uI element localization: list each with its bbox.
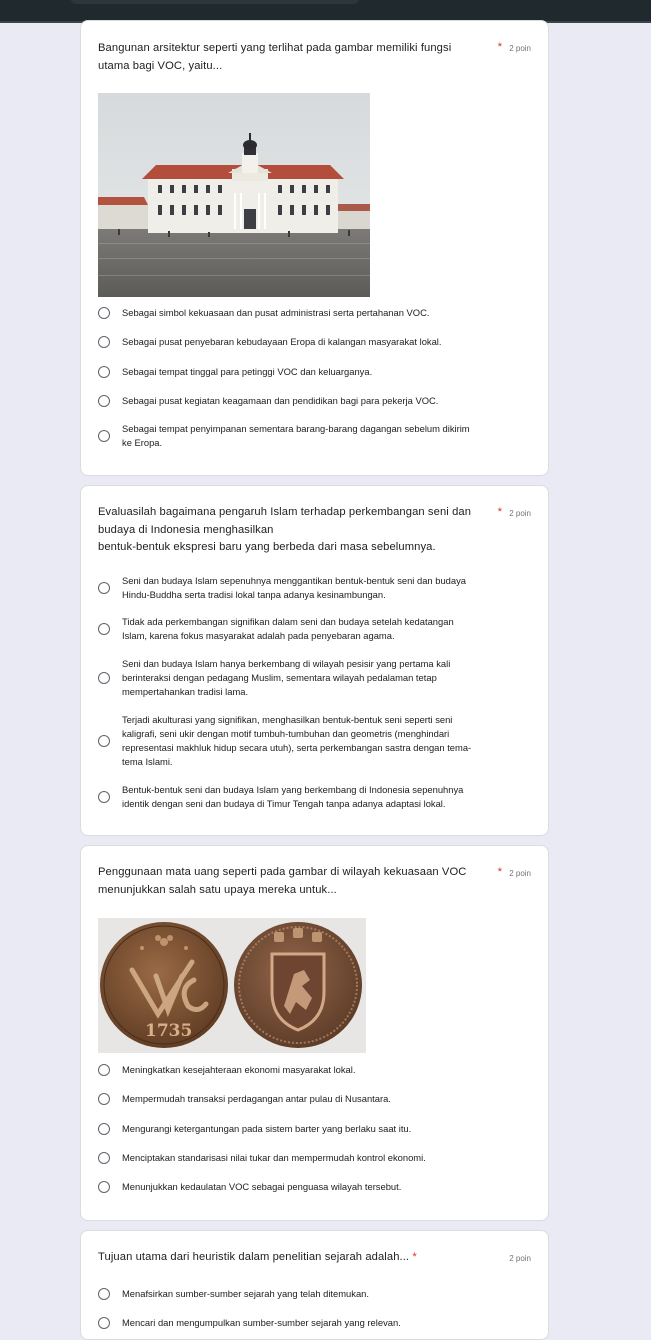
- radio-button[interactable]: [98, 623, 110, 635]
- option-label-line: Menunjukkan kedaulatan VOC sebagai penguasa wilayah tersebut.: [122, 1181, 402, 1192]
- radio-button[interactable]: [98, 1093, 110, 1105]
- question-card-1: [80, 20, 549, 476]
- radio-button[interactable]: [98, 1064, 110, 1076]
- points-label: 2 poin: [509, 869, 531, 878]
- question-title-line: bentuk-bentuk ekspresi baru yang berbeda dari masa sebelumnya.: [98, 541, 436, 553]
- radio-button[interactable]: [98, 1317, 110, 1329]
- points-label: 2 poin: [509, 509, 531, 518]
- option-label: [122, 615, 532, 643]
- points-label: 2 poin: [509, 1254, 531, 1263]
- option-label-line: Tidak ada perkembangan signifikan dalam seni dan budaya setelah kedatangan: [122, 616, 454, 627]
- option-label-line: Meningkatkan kesejahteraan ekonomi masyarakat lokal.: [122, 1064, 356, 1075]
- option-label-line: mempertahankan tradisi lama.: [122, 686, 249, 697]
- question-title-line: Bangunan arsitektur seperti yang terlihat pada gambar memiliki fungsi: [98, 42, 452, 54]
- radio-button[interactable]: [98, 366, 110, 378]
- question-title-line: Penggunaan mata uang seperti pada gambar di wilayah kekuasaan VOC: [98, 866, 467, 878]
- option-label-line: Terjadi akulturasi yang signifikan, menghasilkan bentuk-bentuk seni seperti seni: [122, 714, 453, 725]
- coin-year: 1735: [145, 1021, 193, 1041]
- option-label: [122, 1180, 532, 1194]
- required-asterisk: *: [497, 41, 502, 53]
- option-label-line: Mencari dan mengumpulkan sumber-sumber sejarah yang relevan.: [122, 1317, 401, 1328]
- question-title-text: Tujuan utama dari heuristik dalam penelitian sejarah adalah...: [98, 1251, 410, 1263]
- required-asterisk: *: [412, 1251, 417, 1263]
- option-label-line: ke Eropa.: [122, 437, 163, 448]
- question-title-line: utama bagi VOC, yaitu...: [98, 59, 223, 72]
- option-label-line: Bentuk-bentuk seni dan budaya Islam yang berkembang di Indonesia sepenuhnya: [122, 784, 464, 795]
- radio-button[interactable]: [98, 791, 110, 803]
- question-card-4: [80, 1230, 549, 1340]
- option-label-line: Sebagai tempat tinggal para petinggi VOC dan keluarganya.: [122, 366, 373, 377]
- question-title: [98, 864, 478, 899]
- question-title-line: Evaluasilah bagaimana pengaruh Islam terhadap perkembangan seni dan: [98, 506, 472, 518]
- radio-button[interactable]: [98, 336, 110, 348]
- option-label-line: identik dengan seni dan budaya di Timur Tengah tanpa adanya adaptasi lokal.: [122, 798, 446, 809]
- option-label-line: Menafsirkan sumber-sumber sejarah yang telah ditemukan.: [122, 1288, 369, 1299]
- option-label-line: berinteraksi dengan pedagang Muslim, sementara wilayah pedalaman tetap: [122, 672, 437, 683]
- question-title: [98, 40, 478, 75]
- option-label: [122, 1316, 532, 1330]
- radio-button[interactable]: [98, 395, 110, 407]
- option-label: [122, 1151, 532, 1165]
- option-label-line: Sebagai simbol kekuasaan dan pusat administrasi serta pertahanan VOC.: [122, 307, 430, 318]
- radio-button[interactable]: [98, 735, 110, 747]
- question-header: [81, 846, 548, 899]
- option-label-line: Mempermudah transaksi perdagangan antar pulau di Nusantara.: [122, 1093, 391, 1104]
- radio-button[interactable]: [98, 1288, 110, 1300]
- option-label-line: kaligrafi, seni ukir dengan motif tumbuh-tumbuhan dan geometris (menghindari: [122, 728, 450, 739]
- points-label: 2 poin: [509, 44, 531, 53]
- option-label-line: Sebagai pusat penyebaran kebudayaan Eropa di kalangan masyarakat lokal.: [122, 336, 442, 347]
- question-image-building: [98, 93, 370, 297]
- question-title: [98, 504, 518, 557]
- option-label: [122, 713, 532, 769]
- radio-button[interactable]: [98, 1123, 110, 1135]
- radio-button[interactable]: [98, 582, 110, 594]
- option-label: [122, 1287, 532, 1301]
- question-header: [81, 21, 548, 75]
- option-label-line: Seni dan budaya Islam sepenuhnya menggantikan bentuk-bentuk seni dan budaya: [122, 575, 467, 586]
- option-label-line: Menciptakan standarisasi nilai tukar dan mempermudah kontrol ekonomi.: [122, 1152, 426, 1163]
- question-image-coins: [98, 918, 366, 1053]
- option-label-line: tema Islami.: [122, 756, 173, 767]
- option-label-line: Islam, karena fokus masyarakat adalah pada penyebaran agama.: [122, 630, 395, 641]
- option-label-line: representasi makhluk hidup secara utuh), serta perkembangan sastra dengan tema-: [122, 742, 472, 753]
- option-label: [122, 422, 532, 450]
- option-label: [122, 1092, 532, 1106]
- question-title-line: menunjukkan salah satu upaya mereka untuk...: [98, 883, 337, 896]
- option-label: [122, 394, 532, 408]
- radio-button[interactable]: [98, 672, 110, 684]
- option-label-line: Sebagai tempat penyimpanan sementara barang-barang dagangan sebelum dikirim: [122, 423, 470, 434]
- option-label-line: Sebagai pusat kegiatan keagamaan dan pendidikan bagi para pekerja VOC.: [122, 395, 439, 406]
- option-label: [122, 1122, 532, 1136]
- radio-button[interactable]: [98, 307, 110, 319]
- radio-button[interactable]: [98, 430, 110, 442]
- option-label: [122, 306, 532, 320]
- search-bar-edge: [70, 0, 360, 4]
- option-label: [122, 783, 532, 811]
- radio-button[interactable]: [98, 1152, 110, 1164]
- question-card-2: [80, 485, 549, 836]
- question-title: [98, 1249, 518, 1267]
- radio-button[interactable]: [98, 1181, 110, 1193]
- option-label: [122, 1063, 532, 1077]
- required-asterisk: *: [497, 866, 502, 878]
- option-label: [122, 365, 532, 379]
- question-header: [81, 1231, 548, 1267]
- option-label-line: Hindu-Buddha serta tradisi lokal tanpa adanya kesinambungan.: [122, 589, 386, 600]
- option-label-line: Seni dan budaya Islam hanya berkembang di wilayah pesisir yang pertama kali: [122, 658, 451, 669]
- option-label: [122, 657, 532, 699]
- question-title-line: budaya di Indonesia menghasilkan: [98, 523, 274, 536]
- question-header: [81, 486, 548, 557]
- option-label: [122, 574, 532, 602]
- required-asterisk: *: [497, 506, 502, 518]
- option-label-line: Mengurangi ketergantungan pada sistem barter yang berlaku saat itu.: [122, 1123, 412, 1134]
- question-card-3: [80, 845, 549, 1221]
- question-title-line: [98, 1249, 518, 1267]
- option-label: [122, 335, 532, 349]
